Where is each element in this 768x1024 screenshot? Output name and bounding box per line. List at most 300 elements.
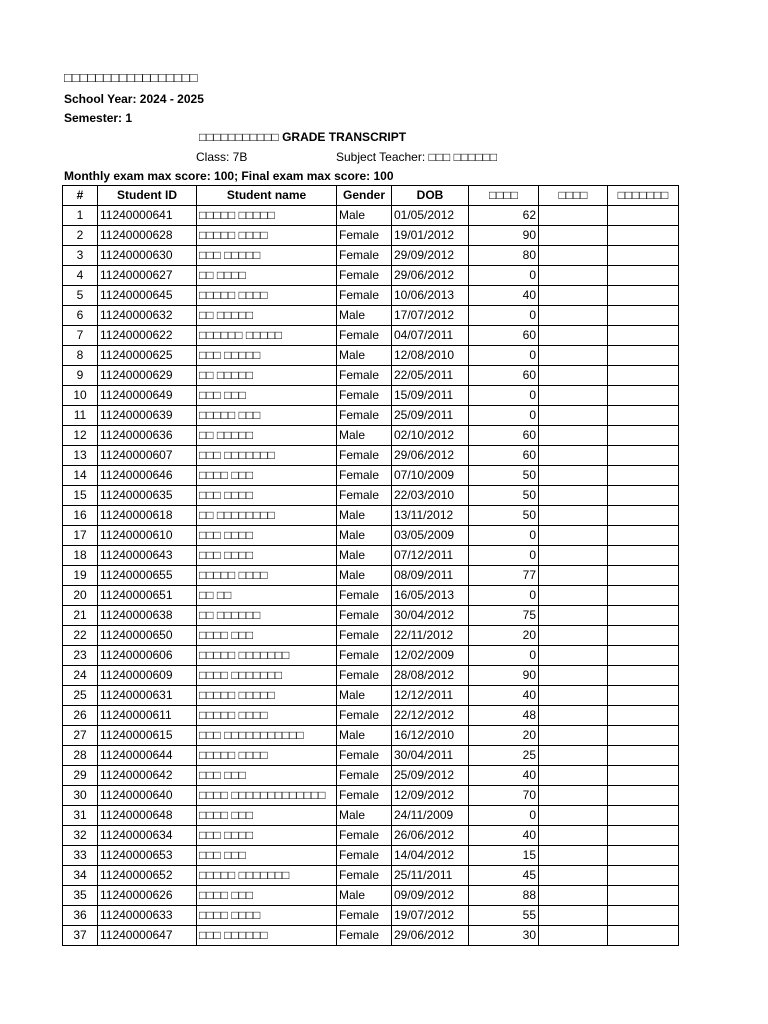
gender-cell: Male — [337, 886, 392, 906]
dob-cell: 26/06/2012 — [392, 826, 469, 846]
column-header: # — [63, 186, 98, 206]
dob-cell: 25/11/2011 — [392, 866, 469, 886]
student-id-cell: 11240000618 — [98, 506, 197, 526]
row-number-cell: 17 — [63, 526, 98, 546]
score-cell — [539, 306, 608, 326]
gender-cell: Male — [337, 346, 392, 366]
score-cell — [539, 626, 608, 646]
score-cell: 20 — [469, 726, 539, 746]
student-name-cell: □□ □□□□□ — [197, 306, 337, 326]
student-id-cell: 11240000655 — [98, 566, 197, 586]
row-number-cell: 8 — [63, 346, 98, 366]
score-cell: 77 — [469, 566, 539, 586]
table-row — [63, 706, 679, 726]
row-number-cell: 1 — [63, 206, 98, 226]
student-id-cell: 11240000627 — [98, 266, 197, 286]
table-row — [63, 586, 679, 606]
dob-cell: 19/07/2012 — [392, 906, 469, 926]
score-cell — [539, 906, 608, 926]
grade-table — [62, 185, 679, 946]
student-id-cell: 11240000641 — [98, 206, 197, 226]
gender-cell: Female — [337, 266, 392, 286]
table-row — [63, 766, 679, 786]
student-id-cell: 11240000649 — [98, 386, 197, 406]
gender-cell: Female — [337, 666, 392, 686]
row-number-cell: 10 — [63, 386, 98, 406]
score-cell — [608, 906, 679, 926]
student-name-cell: □□□ □□□□□□□ — [197, 446, 337, 466]
dob-cell: 07/12/2011 — [392, 546, 469, 566]
gender-cell: Female — [337, 866, 392, 886]
table-row — [63, 426, 679, 446]
score-cell: 62 — [469, 206, 539, 226]
score-cell: 30 — [469, 926, 539, 946]
score-cell: 80 — [469, 246, 539, 266]
dob-cell: 29/06/2012 — [392, 446, 469, 466]
row-number-cell: 16 — [63, 506, 98, 526]
student-id-cell: 11240000629 — [98, 366, 197, 386]
column-header: Student name — [197, 186, 337, 206]
score-cell — [539, 886, 608, 906]
student-name-cell: □□ □□□□ — [197, 266, 337, 286]
score-cell — [539, 486, 608, 506]
school-name: □□□□□□□□□□□□□□□□□ — [64, 70, 198, 85]
score-cell — [608, 466, 679, 486]
student-name-cell: □□□□ □□□ — [197, 886, 337, 906]
dob-cell: 03/05/2009 — [392, 526, 469, 546]
student-name-cell: □□□ □□□□ — [197, 826, 337, 846]
dob-cell: 02/10/2012 — [392, 426, 469, 446]
student-name-cell: □□□ □□□□ — [197, 546, 337, 566]
score-cell — [608, 406, 679, 426]
row-number-cell: 23 — [63, 646, 98, 666]
student-name-cell: □□□ □□□□□ — [197, 246, 337, 266]
score-cell: 60 — [469, 326, 539, 346]
student-name-cell: □□ □□□□□□ — [197, 606, 337, 626]
score-cell — [608, 706, 679, 726]
row-number-cell: 2 — [63, 226, 98, 246]
table-row — [63, 366, 679, 386]
student-name-cell: □□□□□ □□□ — [197, 406, 337, 426]
score-cell — [608, 566, 679, 586]
dob-cell: 10/06/2013 — [392, 286, 469, 306]
score-cell: 0 — [469, 526, 539, 546]
row-number-cell: 25 — [63, 686, 98, 706]
student-name-cell: □□□ □□□□ — [197, 526, 337, 546]
row-number-cell: 32 — [63, 826, 98, 846]
table-row — [63, 726, 679, 746]
score-cell: 60 — [469, 426, 539, 446]
dob-cell: 12/08/2010 — [392, 346, 469, 366]
score-cell — [608, 846, 679, 866]
score-cell: 0 — [469, 386, 539, 406]
score-cell — [608, 586, 679, 606]
gender-cell: Female — [337, 226, 392, 246]
row-number-cell: 21 — [63, 606, 98, 626]
score-cell — [539, 346, 608, 366]
score-cell — [539, 546, 608, 566]
gender-cell: Female — [337, 466, 392, 486]
student-name-cell: □□□□ □□□□□□□ — [197, 666, 337, 686]
score-cell — [608, 226, 679, 246]
score-cell — [608, 386, 679, 406]
row-number-cell: 7 — [63, 326, 98, 346]
score-cell — [539, 686, 608, 706]
gender-cell: Male — [337, 506, 392, 526]
column-header: □□□□ — [539, 186, 608, 206]
score-cell: 60 — [469, 366, 539, 386]
dob-cell: 12/02/2009 — [392, 646, 469, 666]
score-cell — [608, 866, 679, 886]
student-name-cell: □□□□□ □□□□□ — [197, 686, 337, 706]
student-name-cell: □□□ □□□□□□ — [197, 926, 337, 946]
row-number-cell: 5 — [63, 286, 98, 306]
score-cell — [608, 826, 679, 846]
row-number-cell: 37 — [63, 926, 98, 946]
table-row — [63, 446, 679, 466]
student-id-cell: 11240000652 — [98, 866, 197, 886]
student-id-cell: 11240000630 — [98, 246, 197, 266]
table-row — [63, 686, 679, 706]
student-id-cell: 11240000611 — [98, 706, 197, 726]
score-cell — [608, 626, 679, 646]
student-id-cell: 11240000626 — [98, 886, 197, 906]
table-row — [63, 646, 679, 666]
score-cell: 70 — [469, 786, 539, 806]
score-cell — [539, 706, 608, 726]
row-number-cell: 36 — [63, 906, 98, 926]
table-row — [63, 926, 679, 946]
score-cell: 50 — [469, 486, 539, 506]
dob-cell: 22/03/2010 — [392, 486, 469, 506]
gender-cell: Female — [337, 446, 392, 466]
score-cell — [608, 266, 679, 286]
score-cell — [539, 406, 608, 426]
score-cell — [608, 746, 679, 766]
student-id-cell: 11240000625 — [98, 346, 197, 366]
student-id-cell: 11240000642 — [98, 766, 197, 786]
table-row — [63, 346, 679, 366]
column-header: Student ID — [98, 186, 197, 206]
score-cell — [539, 726, 608, 746]
gender-cell: Female — [337, 366, 392, 386]
score-cell — [608, 506, 679, 526]
score-cell: 0 — [469, 266, 539, 286]
student-id-cell: 11240000650 — [98, 626, 197, 646]
gender-cell: Female — [337, 746, 392, 766]
row-number-cell: 11 — [63, 406, 98, 426]
row-number-cell: 28 — [63, 746, 98, 766]
row-number-cell: 26 — [63, 706, 98, 726]
score-cell — [539, 446, 608, 466]
score-cell — [539, 566, 608, 586]
table-row — [63, 746, 679, 766]
column-header: □□□□□□□ — [608, 186, 679, 206]
student-id-cell: 11240000631 — [98, 686, 197, 706]
score-cell — [608, 606, 679, 626]
gender-cell: Female — [337, 286, 392, 306]
student-id-cell: 11240000645 — [98, 286, 197, 306]
student-name-cell: □□□ □□□□ — [197, 486, 337, 506]
gender-cell: Male — [337, 686, 392, 706]
dob-cell: 07/10/2009 — [392, 466, 469, 486]
gender-cell: Male — [337, 206, 392, 226]
gender-cell: Male — [337, 306, 392, 326]
dob-cell: 16/05/2013 — [392, 586, 469, 606]
score-cell — [608, 666, 679, 686]
row-number-cell: 22 — [63, 626, 98, 646]
gender-cell: Male — [337, 566, 392, 586]
table-row — [63, 626, 679, 646]
dob-cell: 14/04/2012 — [392, 846, 469, 866]
table-row — [63, 326, 679, 346]
row-number-cell: 27 — [63, 726, 98, 746]
student-id-cell: 11240000643 — [98, 546, 197, 566]
row-number-cell: 35 — [63, 886, 98, 906]
gender-cell: Male — [337, 546, 392, 566]
dob-cell: 12/12/2011 — [392, 686, 469, 706]
row-number-cell: 9 — [63, 366, 98, 386]
gender-cell: Female — [337, 826, 392, 846]
student-id-cell: 11240000610 — [98, 526, 197, 546]
student-id-cell: 11240000636 — [98, 426, 197, 446]
gender-cell: Female — [337, 606, 392, 626]
dob-cell: 30/04/2011 — [392, 746, 469, 766]
student-id-cell: 11240000607 — [98, 446, 197, 466]
school-year: School Year: 2024 - 2025 — [64, 92, 204, 106]
gender-cell: Male — [337, 526, 392, 546]
score-cell: 25 — [469, 746, 539, 766]
score-cell: 48 — [469, 706, 539, 726]
student-name-cell: □□□□□ □□□□ — [197, 746, 337, 766]
table-row — [63, 306, 679, 326]
table-row — [63, 286, 679, 306]
row-number-cell: 24 — [63, 666, 98, 686]
student-name-cell: □□ □□ — [197, 586, 337, 606]
student-id-cell: 11240000640 — [98, 786, 197, 806]
dob-cell: 08/09/2011 — [392, 566, 469, 586]
dob-cell: 16/12/2010 — [392, 726, 469, 746]
score-cell — [608, 926, 679, 946]
score-cell — [608, 446, 679, 466]
row-number-cell: 20 — [63, 586, 98, 606]
score-cell — [608, 806, 679, 826]
row-number-cell: 3 — [63, 246, 98, 266]
gender-cell: Female — [337, 926, 392, 946]
student-name-cell: □□□□□ □□□□ — [197, 286, 337, 306]
student-id-cell: 11240000653 — [98, 846, 197, 866]
score-cell — [539, 926, 608, 946]
score-cell — [539, 506, 608, 526]
score-cell — [608, 526, 679, 546]
student-id-cell: 11240000609 — [98, 666, 197, 686]
dob-cell: 22/12/2012 — [392, 706, 469, 726]
table-row — [63, 246, 679, 266]
score-cell: 40 — [469, 826, 539, 846]
dob-cell: 28/08/2012 — [392, 666, 469, 686]
table-header-row — [63, 186, 679, 206]
score-cell — [539, 786, 608, 806]
dob-cell: 29/09/2012 — [392, 246, 469, 266]
score-cell: 0 — [469, 546, 539, 566]
score-cell: 60 — [469, 446, 539, 466]
row-number-cell: 18 — [63, 546, 98, 566]
student-id-cell: 11240000647 — [98, 926, 197, 946]
student-name-cell: □□□□ □□□ — [197, 806, 337, 826]
gender-cell: Female — [337, 386, 392, 406]
score-cell — [539, 866, 608, 886]
student-id-cell: 11240000639 — [98, 406, 197, 426]
student-name-cell: □□□□ □□□ — [197, 466, 337, 486]
gender-cell: Female — [337, 246, 392, 266]
score-cell — [608, 766, 679, 786]
student-name-cell: □□□□□ □□□□ — [197, 706, 337, 726]
table-row — [63, 566, 679, 586]
student-name-cell: □□□ □□□ — [197, 766, 337, 786]
student-name-cell: □□□□ □□□□□□□□□□□□□ — [197, 786, 337, 806]
score-cell — [608, 726, 679, 746]
student-id-cell: 11240000615 — [98, 726, 197, 746]
score-cell — [608, 546, 679, 566]
table-row — [63, 206, 679, 226]
score-cell — [539, 806, 608, 826]
dob-cell: 13/11/2012 — [392, 506, 469, 526]
score-cell — [539, 226, 608, 246]
dob-cell: 12/09/2012 — [392, 786, 469, 806]
dob-cell: 22/11/2012 — [392, 626, 469, 646]
table-row — [63, 386, 679, 406]
dob-cell: 29/06/2012 — [392, 926, 469, 946]
score-cell — [539, 606, 608, 626]
column-header: Gender — [337, 186, 392, 206]
table-row — [63, 826, 679, 846]
table-row — [63, 886, 679, 906]
gender-cell: Male — [337, 806, 392, 826]
gender-cell: Female — [337, 706, 392, 726]
score-cell: 90 — [469, 666, 539, 686]
table-row — [63, 806, 679, 826]
row-number-cell: 15 — [63, 486, 98, 506]
score-cell — [608, 306, 679, 326]
student-name-cell: □□□□ □□□ — [197, 626, 337, 646]
score-cell — [539, 766, 608, 786]
score-cell — [608, 346, 679, 366]
student-id-cell: 11240000644 — [98, 746, 197, 766]
score-cell — [539, 746, 608, 766]
gender-cell: Female — [337, 486, 392, 506]
student-name-cell: □□□ □□□ — [197, 386, 337, 406]
student-id-cell: 11240000648 — [98, 806, 197, 826]
gender-cell: Female — [337, 786, 392, 806]
student-name-cell: □□□□□ □□□□ — [197, 226, 337, 246]
student-name-cell: □□ □□□□□ — [197, 366, 337, 386]
table-row — [63, 506, 679, 526]
row-number-cell: 19 — [63, 566, 98, 586]
table-row — [63, 606, 679, 626]
gender-cell: Female — [337, 646, 392, 666]
transcript-title: □□□□□□□□□□□ GRADE TRANSCRIPT — [199, 130, 407, 144]
gender-cell: Female — [337, 846, 392, 866]
table-row — [63, 466, 679, 486]
student-id-cell: 11240000628 — [98, 226, 197, 246]
dob-cell: 22/05/2011 — [392, 366, 469, 386]
dob-cell: 19/01/2012 — [392, 226, 469, 246]
score-cell: 0 — [469, 586, 539, 606]
subject-teacher: Subject Teacher: □□□ □□□□□□ — [336, 150, 498, 164]
score-cell: 0 — [469, 346, 539, 366]
score-cell — [539, 286, 608, 306]
student-id-cell: 11240000622 — [98, 326, 197, 346]
score-cell — [608, 686, 679, 706]
dob-cell: 04/07/2011 — [392, 326, 469, 346]
gender-cell: Female — [337, 626, 392, 646]
dob-cell: 25/09/2012 — [392, 766, 469, 786]
table-row — [63, 486, 679, 506]
score-cell — [608, 486, 679, 506]
table-row — [63, 846, 679, 866]
gender-cell: Female — [337, 586, 392, 606]
score-cell — [539, 846, 608, 866]
score-cell: 40 — [469, 686, 539, 706]
score-cell — [539, 466, 608, 486]
score-cell — [608, 326, 679, 346]
score-cell — [539, 526, 608, 546]
table-row — [63, 906, 679, 926]
gender-cell: Female — [337, 766, 392, 786]
student-name-cell: □□□□□ □□□□□ — [197, 206, 337, 226]
student-name-cell: □□ □□□□□□□□ — [197, 506, 337, 526]
student-name-cell: □□□□□ □□□□ — [197, 566, 337, 586]
score-cell: 20 — [469, 626, 539, 646]
gender-cell: Male — [337, 426, 392, 446]
table-row — [63, 226, 679, 246]
table-row — [63, 866, 679, 886]
score-cell: 75 — [469, 606, 539, 626]
row-number-cell: 30 — [63, 786, 98, 806]
max-score-note: Monthly exam max score: 100; Final exam max score: 100 — [64, 169, 394, 183]
score-cell: 88 — [469, 886, 539, 906]
row-number-cell: 6 — [63, 306, 98, 326]
score-cell: 40 — [469, 286, 539, 306]
score-cell — [608, 206, 679, 226]
score-cell: 50 — [469, 506, 539, 526]
score-cell: 15 — [469, 846, 539, 866]
gender-cell: Female — [337, 906, 392, 926]
score-cell: 90 — [469, 226, 539, 246]
student-id-cell: 11240000606 — [98, 646, 197, 666]
table-row — [63, 406, 679, 426]
student-name-cell: □□□□□□ □□□□□ — [197, 326, 337, 346]
score-cell — [539, 326, 608, 346]
dob-cell: 24/11/2009 — [392, 806, 469, 826]
score-cell — [608, 366, 679, 386]
score-cell — [539, 366, 608, 386]
row-number-cell: 31 — [63, 806, 98, 826]
score-cell — [539, 386, 608, 406]
dob-cell: 09/09/2012 — [392, 886, 469, 906]
dob-cell: 25/09/2011 — [392, 406, 469, 426]
dob-cell: 17/07/2012 — [392, 306, 469, 326]
column-header: DOB — [392, 186, 469, 206]
row-number-cell: 14 — [63, 466, 98, 486]
score-cell — [608, 246, 679, 266]
student-id-cell: 11240000646 — [98, 466, 197, 486]
score-cell — [608, 646, 679, 666]
dob-cell: 15/09/2011 — [392, 386, 469, 406]
student-name-cell: □□□ □□□□□ — [197, 346, 337, 366]
score-cell: 45 — [469, 866, 539, 886]
score-cell: 0 — [469, 646, 539, 666]
